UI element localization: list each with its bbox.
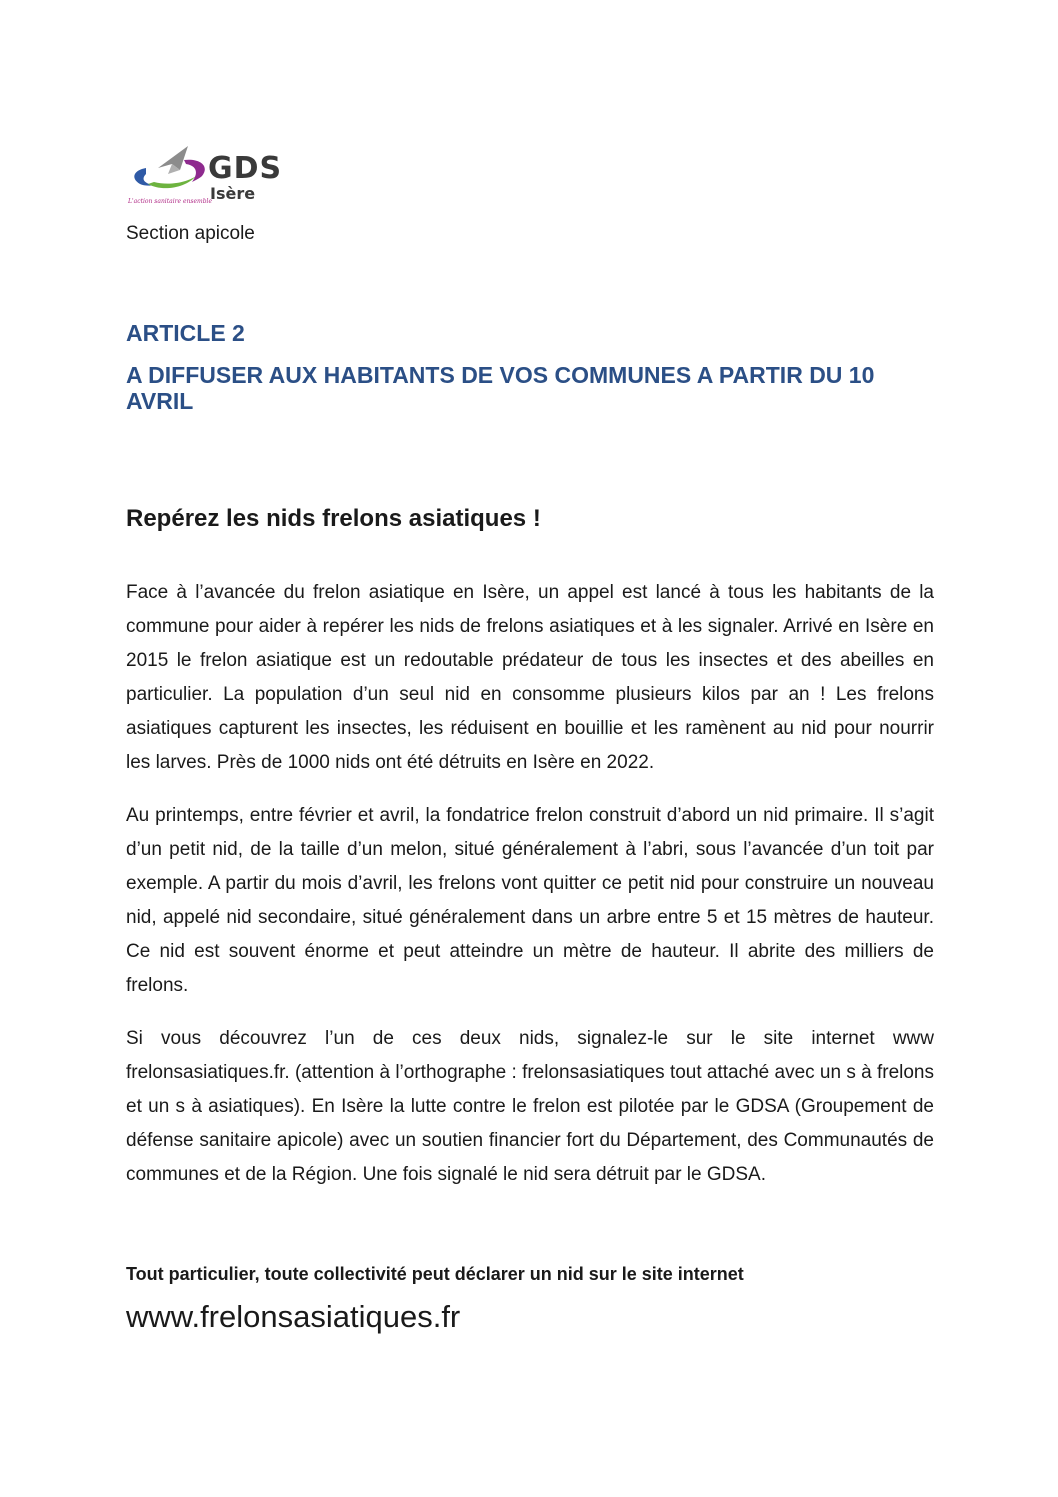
paragraph: Si vous découvrez l’un de ces deux nids, signalez-le sur le site internet www frelonsasiatiques.fr. (attention à l’orthographe : frelonsasiatiques tout attaché avec un s à frelons et un s à asiatiques). En Isère la lutte contre le frelon est pilotée par le GDSA (Groupement de défense sanitaire apicole) avec un soutien financier fort du Département, des Communautés de communes et de la Région. Une fois signalé le nid sera détruit par le GDSA. [126, 1028, 934, 1185]
article-subtitle: A DIFFUSER AUX HABITANTS DE VOS COMMUNES A PARTIR DU 10 AVRIL [126, 362, 875, 414]
website-link[interactable]: www.frelonsasiatiques.fr [126, 1299, 461, 1334]
logo-swoosh-icon [128, 140, 208, 200]
logo-brand-text: GDS [208, 151, 283, 186]
article-body [126, 576, 934, 1211]
paragraph: Face à l’avancée du frelon asiatique en Isère, un appel est lancé à tous les habitants de la commune pour aider à repérer les nids de frelons asiatiques et à les signaler. Arrivé en Isère en 2015 le frelon asiatique est un redoutable prédateur de tous les insectes et des abeilles en particulier. La population d’un seul nid en consomme plusieurs kilos par an ! Les frelons asiatiques capturent les insectes, les réduisent en bouillie et les ramènent au nid pour nourrir les larves. Près de 1000 nids ont été détruits en Isère en 2022. [126, 582, 934, 773]
gds-isere-logo [128, 140, 318, 208]
paragraph: Au printemps, entre février et avril, la fondatrice frelon construit d’abord un nid primaire. Il s’agit d’un petit nid, de la taille d’un melon, situé généralement à l’abri, sous l’avancée d’un toit par exemple. A partir du mois d’avril, les frelons vont quitter ce petit nid pour construire un nouveau nid, appelé nid secondaire, situé généralement dans un arbre entre 5 et 15 mètres de hauteur. Ce nid est souvent énorme et peut atteindre un mètre de hauteur. Il abrite des milliers de frelons. [126, 805, 934, 996]
logo-region-text: Isère [210, 184, 256, 203]
article-heading [126, 320, 936, 414]
page-title: Repérez les nids frelons asiatiques ! [126, 505, 541, 532]
logo-tagline: L'action sanitaire ensemble [128, 198, 213, 205]
article-number: ARTICLE 2 [126, 320, 245, 346]
callout-text: Tout particulier, toute collectivité peut déclarer un nid sur le site internet [126, 1264, 744, 1284]
section-label: Section apicole [126, 223, 255, 244]
